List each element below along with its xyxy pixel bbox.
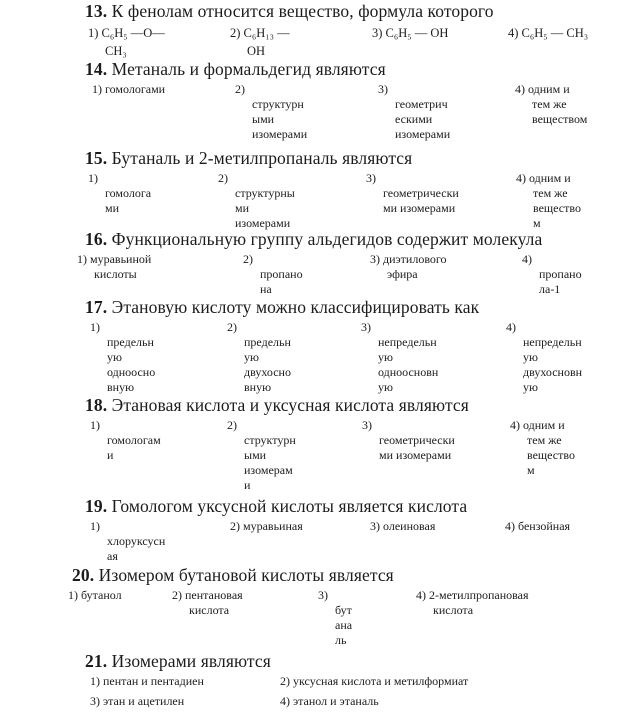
option-1: 1) гомологами	[92, 82, 166, 96]
question-number: 20.	[72, 565, 95, 585]
option-4: 4) этанол и этаналь	[280, 694, 379, 708]
question-heading	[85, 298, 640, 316]
option-1: 1) пентан и пентадиен	[90, 674, 204, 688]
question-title: Метаналь и формальдегид являются	[111, 59, 386, 79]
option-4: 4) C₆H₅ — CH₃	[508, 26, 589, 40]
options-row	[0, 674, 640, 709]
option-2: 2) пентановая кислота	[172, 588, 243, 617]
question-16	[0, 230, 640, 297]
question-13	[0, 2, 640, 60]
question-18	[0, 396, 640, 493]
question-17	[0, 298, 640, 395]
option-1: 1) хлоруксусн ая	[90, 519, 166, 563]
option-2: 2) C₆H₁₃ — OH	[230, 26, 290, 58]
question-number: 16.	[85, 229, 108, 249]
option-3: 3) геометрически ми изомерами	[366, 171, 459, 215]
question-number: 21.	[85, 651, 108, 671]
option-3: 3) олеиновая	[370, 519, 436, 533]
option-2: 2) пропано на	[243, 252, 303, 296]
option-1: 1) C₆H₅ —O— CH₃	[88, 26, 165, 58]
option-4: 4) одним и тем же вещество м	[510, 418, 575, 477]
option-3: 3) диэтилового эфира	[370, 252, 447, 281]
question-title: Бутаналь и 2-метилпропаналь являются	[111, 148, 413, 168]
question-15	[0, 149, 640, 231]
question-number: 18.	[85, 395, 108, 415]
question-number: 13.	[85, 1, 108, 21]
option-3: 3) геометрич ескими изомерами	[378, 82, 451, 141]
option-4: 4) бензойная	[505, 519, 571, 533]
question-14	[0, 60, 640, 142]
options-row	[0, 588, 640, 648]
question-20	[0, 566, 640, 648]
option-2: 2) предельн ую двухосно вную	[227, 320, 291, 394]
option-2: 2) муравьиная	[230, 519, 303, 533]
option-2: 2) структурн ыми изомерами	[235, 82, 308, 141]
question-title: К фенолам относится вещество, формула которого	[111, 1, 494, 21]
question-heading	[85, 652, 640, 670]
options-row	[0, 252, 640, 297]
options-row	[0, 171, 640, 231]
question-heading	[85, 2, 640, 20]
question-title: Изомером бутановой кислоты является	[98, 565, 394, 585]
option-4: 4) непредельн ую двухосновн ую	[506, 320, 583, 394]
question-heading	[85, 60, 640, 78]
question-heading	[85, 497, 640, 515]
option-3: 3) этан и ацетилен	[90, 694, 185, 708]
question-title: Этановая кислота и уксусная кислота являются	[111, 395, 469, 415]
option-3: 3) C₆H₅ — OH	[372, 26, 449, 40]
option-2: 2) структурны ми изомерами	[218, 171, 295, 230]
option-1: 1) гомологам и	[90, 418, 161, 462]
option-1: 1) предельн ую одноосно вную	[90, 320, 156, 394]
options-row	[0, 82, 640, 142]
question-19	[0, 497, 640, 564]
options-row	[0, 24, 640, 60]
question-heading	[85, 230, 640, 248]
option-4: 4) 2-метилпропановая кислота	[416, 588, 529, 617]
question-heading	[85, 396, 640, 414]
option-4: 4) пропано ла-1	[522, 252, 582, 296]
question-number: 19.	[85, 496, 108, 516]
option-4: 4) одним и тем же вещество м	[516, 171, 581, 230]
option-2: 2) уксусная кислота и метилформиат	[280, 674, 469, 688]
question-number: 14.	[85, 59, 108, 79]
option-1: 1) бутанол	[68, 588, 122, 602]
question-number: 15.	[85, 148, 108, 168]
question-title: Изомерами являются	[111, 651, 271, 671]
question-number: 17.	[85, 297, 108, 317]
question-heading	[85, 149, 640, 167]
option-4: 4) одним и тем же веществом	[515, 82, 588, 126]
question-title: Этановую кислоту можно классифицировать как	[111, 297, 480, 317]
options-row	[0, 519, 640, 564]
question-21	[0, 652, 640, 709]
options-row	[0, 418, 640, 493]
question-title: Гомологом уксусной кислоты является кислота	[111, 496, 468, 516]
option-3: 3) геометрически ми изомерами	[362, 418, 455, 462]
question-heading	[72, 566, 640, 584]
option-1: 1) гомолога ми	[88, 171, 152, 215]
option-3: 3) бут ана ль	[318, 588, 353, 647]
option-1: 1) муравьиной кислоты	[77, 252, 152, 281]
option-2: 2) структурн ыми изомерам и	[227, 418, 296, 492]
option-3: 3) непредельн ую одноосновн ую	[361, 320, 439, 394]
options-row	[0, 320, 640, 395]
question-title: Функциональную группу альдегидов содержит молекула	[111, 229, 543, 249]
